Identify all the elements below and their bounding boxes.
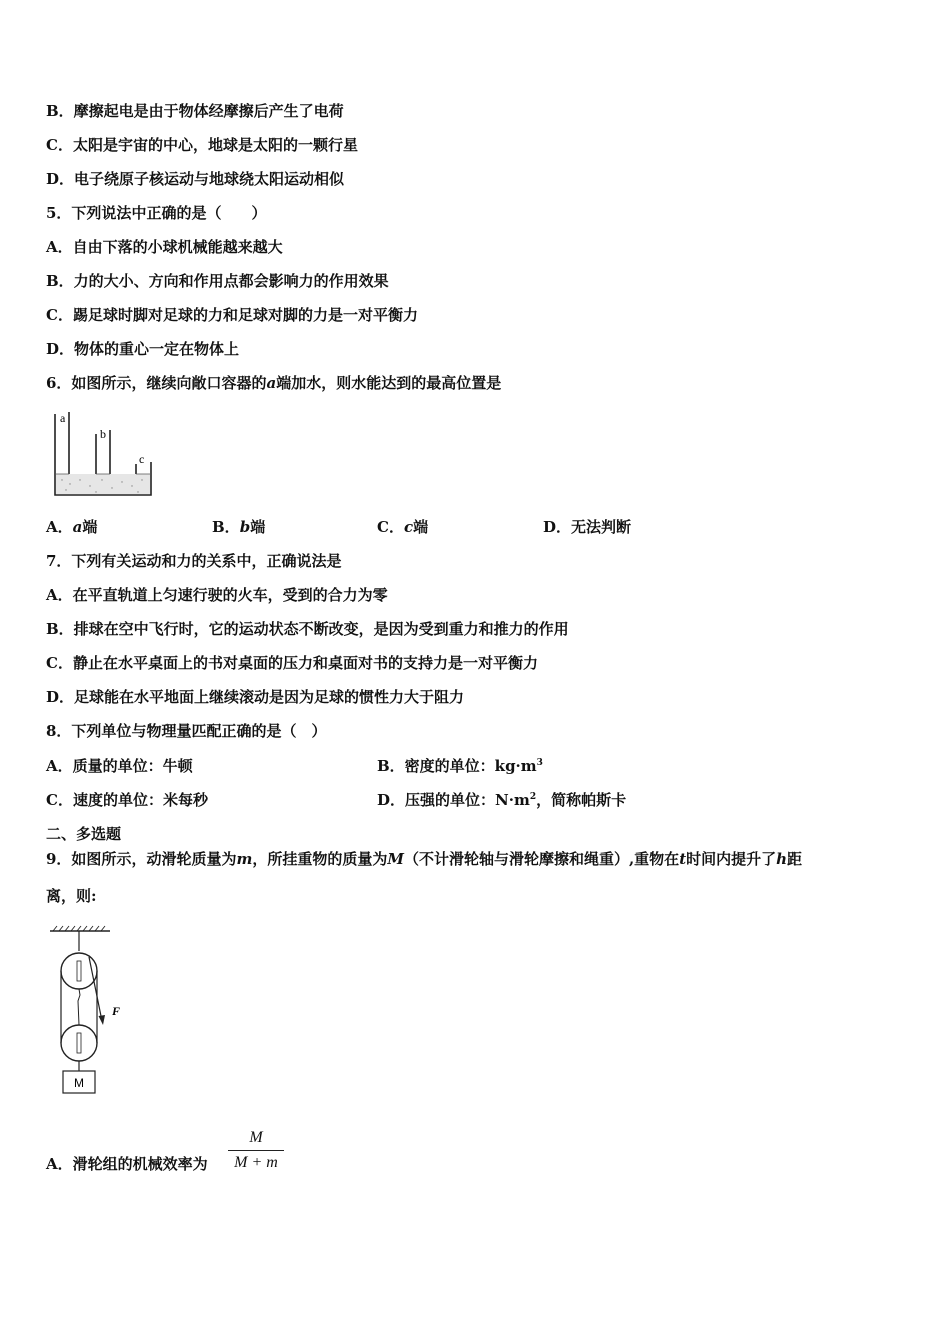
- label-F: F: [112, 1004, 121, 1018]
- q8-option-b: [377, 756, 543, 776]
- section-heading-multiple-choice: 二、多选题: [46, 825, 122, 843]
- question-8: 8．下列单位与物理量匹配正确的是（ ）: [46, 722, 327, 740]
- q7-option-c: C．静止在水平桌面上的书对桌面的压力和桌面对书的支持力是一对平衡力: [46, 654, 538, 672]
- q6-option-a-prefix: A．: [46, 518, 73, 536]
- q6-text-pre: 6．如图所示，继续向敞口容器的: [46, 374, 267, 392]
- q8-option-d-exponent: 2: [529, 792, 537, 802]
- label-b: b: [100, 427, 106, 441]
- q5-option-a: A．自由下落的小球机械能越来越大: [46, 238, 283, 256]
- q7-option-b: B．排球在空中飞行时，它的运动状态不断改变，是因为受到重力和推力的作用: [46, 620, 569, 638]
- q9-text-2: ，所挂重物的质量为: [252, 850, 388, 868]
- q4-option-d: D．电子绕原子核运动与地球绕太阳运动相似: [46, 170, 345, 188]
- q8-option-a: A．质量的单位：牛顿: [46, 757, 193, 775]
- question-7: 7．下列有关运动和力的关系中，正确说法是: [46, 552, 342, 570]
- q8-option-d-suffix: ，简称帕斯卡: [536, 791, 627, 809]
- question-9-line1: [46, 849, 802, 869]
- q8-option-c: C．速度的单位：米每秒: [46, 791, 208, 809]
- pulley-system-figure: [46, 925, 136, 1097]
- q6-option-a: [46, 517, 97, 537]
- question-5: 5．下列说法中正确的是（ ）: [46, 204, 267, 222]
- q5-option-c: C．踢足球时脚对足球的力和足球对脚的力是一对平衡力: [46, 306, 418, 324]
- q9-text-5: 距: [787, 850, 803, 868]
- q6-option-b-var: b: [239, 518, 251, 536]
- question-6: [46, 373, 501, 393]
- q8-option-b-text: B．密度的单位：kg·m: [377, 757, 537, 775]
- label-c: c: [139, 452, 145, 466]
- q6-text-post: 端加水，则水能达到的最高位置是: [276, 374, 502, 392]
- q9-text-4: 时间内提升了: [686, 850, 777, 868]
- q6-option-c-suffix: 端: [413, 518, 429, 536]
- q8-option-b-exponent: 3: [536, 758, 543, 768]
- q5-option-d: D．物体的重心一定在物体上: [46, 340, 240, 358]
- label-a: a: [60, 411, 66, 425]
- q9-text-3: （不计滑轮轴与滑轮摩擦和绳重）,重物在: [403, 850, 680, 868]
- efficiency-fraction: [228, 1128, 284, 1173]
- q9-var-M: M: [387, 850, 404, 868]
- q5-option-b: B．力的大小、方向和作用点都会影响力的作用效果: [46, 272, 389, 290]
- fraction-denominator: M + m: [234, 1154, 278, 1171]
- connected-vessel-figure: [50, 408, 160, 500]
- q8-option-d: [377, 790, 626, 810]
- q7-option-a: A．在平直轨道上匀速行驶的火车，受到的合力为零: [46, 586, 388, 604]
- q6-var-a: a: [266, 374, 277, 392]
- q6-option-b-prefix: B．: [212, 518, 240, 536]
- question-9-line2: 离，则:: [46, 887, 97, 905]
- q9-option-a: A．滑轮组的机械效率为: [46, 1155, 208, 1173]
- q9-var-t: t: [679, 850, 687, 868]
- q9-text-1: 9．如图所示，动滑轮质量为: [46, 850, 237, 868]
- q6-option-c-var: c: [403, 518, 414, 536]
- q6-option-a-var: a: [72, 518, 83, 536]
- q4-option-c: C．太阳是宇宙的中心，地球是太阳的一颗行星: [46, 136, 358, 154]
- q8-option-d-text: D．压强的单位：N·m: [377, 791, 530, 809]
- q4-option-b: B．摩擦起电是由于物体经摩擦后产生了电荷: [46, 102, 344, 120]
- fraction-numerator: M: [249, 1129, 263, 1146]
- q6-option-c-prefix: C．: [377, 518, 404, 536]
- q9-var-m: m: [236, 850, 253, 868]
- q9-var-h: h: [776, 850, 788, 868]
- q6-option-c: [377, 517, 428, 537]
- fraction-bar: [228, 1150, 284, 1151]
- q7-option-d: D．足球能在水平地面上继续滚动是因为足球的惯性力大于阻力: [46, 688, 465, 706]
- q6-option-b-suffix: 端: [250, 518, 266, 536]
- q6-option-d: D．无法判断: [543, 518, 632, 536]
- label-M: M: [74, 1076, 84, 1090]
- q6-option-b: [212, 517, 265, 537]
- q6-option-a-suffix: 端: [82, 518, 98, 536]
